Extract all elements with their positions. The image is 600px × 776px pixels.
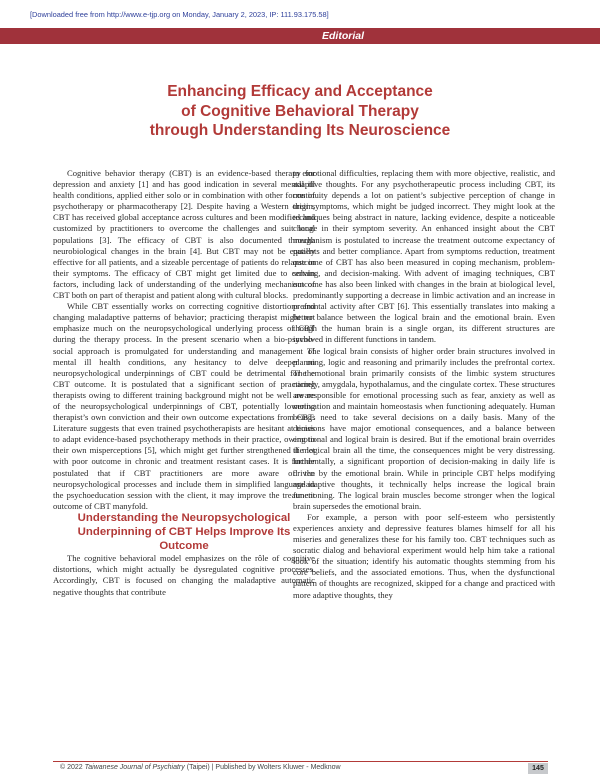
section-subheading: Understanding the Neuropsychological Underpinning of CBT Helps Improve Its Outcome <box>77 511 291 552</box>
paragraph: For example, a person with poor self-esteem who persistently experiences anxiety and depressive features blames himself for all his miseries and generalizes these for his family too. CBT techniques such as socratic dialog and behavioral experiment would help him take a rational look of the situation; identify his automatic thoughts stemming from his core beliefs, and the associated emotions. Thus, when the dysfunctional pattern of thoughts are recognized, skipped for a change and practiced with more adaptive thoughts, they <box>293 511 555 600</box>
copyright: © 2022 <box>60 764 83 771</box>
article-title <box>60 82 540 141</box>
title-line: through Understanding Its Neuroscience <box>149 122 451 139</box>
publisher-info: (Taipei) | Published by Wolters Kluwer - Medknow <box>186 764 341 771</box>
paragraph: Cognitive behavior therapy (CBT) is an evidence-based therapy for depression and anxiety [1] and has good indication in several mental ill health conditions, applied either solo or in combination with other forms of psychotherapy or pharmacotherapy [2]. Despite having a Western origin, CBT has received global acceptance across cultures and been modified and customized by practitioners to overcome the challenges and suit local populations [3]. The efficacy of CBT is also documented through neurobiological changes in the brain [4]. But CBT may not be equally effective for all patients, and a sizeable percentage of patients do relapse in their symptoms. The efficacy of CBT might get limited due to certain factors, including lack of understanding of the underlying mechanism of CBT both on part of therapist and patient along with cultural blocks. <box>53 168 315 301</box>
section-label: Editorial <box>321 30 364 42</box>
paragraph: The cognitive behavioral model emphasizes on the rôle of cognitive distortions, which might actually be dysregulated cognitive processes. Accordingly, CBT is focused on changing the maladaptive automatic negative thoughts that contribute <box>53 553 315 597</box>
paragraph: to emotional difficulties, replacing them with more objective, realistic, and adaptive thoughts. For any psychotherapeutic process including CBT, its continuity depends a lot on patient’s subjective perception of change in their symptoms, which might be judged incorrect. They might look at the techniques being abstract in nature, lacking evidence, despite a noticeable change in their symptom severity. An enhanced insight about the CBT mechanism is postulated to increase the treatment outcome expectancy of patients and better compliance. Apart from symptoms reduction, treatment outcome of CBT has also been measured in coping mechanism, problem-solving, and decision-making. With advent of imaging techniques, CBT outcome has also been linked with changes in the brain at biological level, predominantly supporting a decrease in limbic activation and an increase in prefrontal activity after CBT [6]. This essentially translates into making a better balance between the logical brain and the emotional brain. Even though the human brain is a single organ, its different structures are involved in different functions in tandem. <box>293 168 555 345</box>
footer-citation <box>60 764 341 771</box>
title-line: of Cognitive Behavioral Therapy <box>181 102 419 120</box>
title-line: Enhancing Efficacy and Acceptance <box>167 83 433 100</box>
download-notice: [Downloaded free from http://www.e-tjp.org on Monday, January 2, 2023, IP: 111.93.175.58] <box>30 10 329 19</box>
paragraph: The logical brain consists of higher order brain structures involved in planning, logic and reasoning and primarily includes the prefrontal cortex. The emotional brain primarily consists of the limbic system structures namely, amygdala, hypothalamus, and the cingulate cortex. These structures are responsible for emotional processing such as fear, anxiety as well as motivation and maintain homeostasis when functioning adequately. Human beings need to take several decisions on a daily basis. Many of the decisions have major emotional consequences, and a balance between emotional and logical brain is desired. But if the emotional brain overrides the logical brain all the time, the consequences might be very distressing. Incidentally, a significant proportion of decision-making in daily life is driven by the emotional brain. While in principle CBT helps modifying maladaptive thoughts, it technically helps increase the logical brain functioning. The logical brain muscles become stronger when the logical brain supersedes the emotional brain. <box>293 345 555 511</box>
section-band <box>0 28 600 44</box>
page-number: 145 <box>528 763 548 774</box>
footer-rule <box>53 761 548 762</box>
left-column <box>53 168 315 598</box>
journal-name: Taiwanese Journal of Psychiatry <box>84 764 185 771</box>
paragraph: While CBT essentially works on correcting cognitive distortions and changing maladaptive patterns of behavior; practicing therapist might not emphasize much on the neuropsychological underlying process of CBT during the therapy process. In the present scenario when a bio-psycho-social approach is promulgated for understanding and management of mental ill health conditions, any hesitancy to delve deeper on neuropsychological underpinnings of CBT could be detrimental for the CBT outcome. It is postulated that a significant section of practicing therapists owing to different training background might not be well aware of the neuropsychological underpinnings of CBT, potentially lowering therapist’s own conviction and their own outcome expectations from CBT. Literature suggests that even trained psychotherapists are hesitant at times to adapt evidence-based psychotherapy methods in their practice, owing to their own misperceptions [5], which might get further strengthened if met with poor outcome in chronic and treatment resistant cases. It is further postulated that if CBT practitioners are more aware of the neuropsychological processes and include them in simplified language in the psychoeducation session with the client, it may improve the treatment outcome of CBT manyfold. <box>53 301 315 511</box>
right-column <box>293 168 555 601</box>
